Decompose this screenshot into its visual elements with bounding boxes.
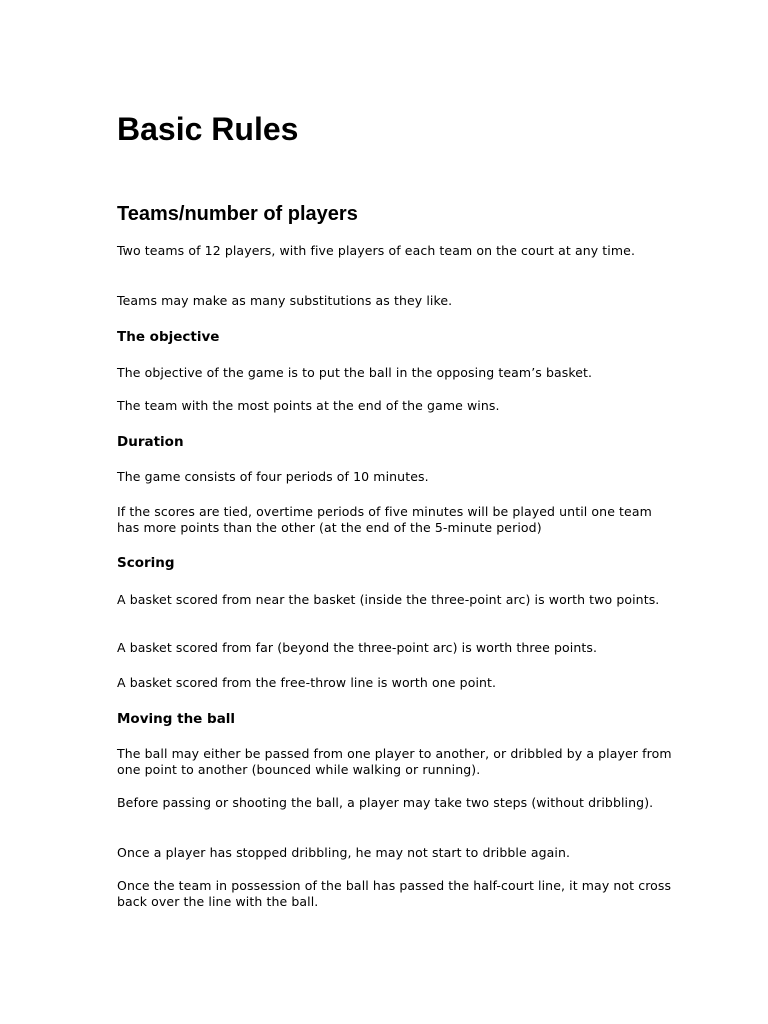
paragraph-objective-1: The objective of the game is to put the ball in the opposing team’s basket. [117, 365, 593, 380]
paragraph-objective-2: The team with the most points at the end of the game wins. [117, 398, 500, 413]
paragraph-moving-2: Before passing or shooting the ball, a player may take two steps (without dribbling). [117, 795, 654, 810]
section-heading-teams: Teams/number of players [117, 203, 358, 225]
paragraph-moving-1: The ball may either be passed from one player to another, or dribbled by a player from one point to another (bounced while walking or running). [117, 746, 672, 777]
paragraph-scoring-1: A basket scored from near the basket (inside the three-point arc) is worth two points. [117, 592, 660, 607]
paragraph-moving-3: Once a player has stopped dribbling, he may not start to dribble again. [117, 845, 571, 860]
paragraph-scoring-3: A basket scored from the free-throw line is worth one point. [117, 675, 497, 690]
section-heading-objective: The objective [117, 329, 220, 345]
section-heading-moving-the-ball: Moving the ball [117, 711, 236, 727]
section-heading-duration: Duration [117, 434, 184, 450]
page-title: Basic Rules [117, 111, 299, 147]
paragraph-duration-2: If the scores are tied, overtime periods of five minutes will be played until one team has more points than the other (at the end of the 5-minute period) [117, 504, 652, 535]
paragraph-teams-1: Two teams of 12 players, with five players of each team on the court at any time. [117, 243, 636, 258]
section-heading-scoring: Scoring [117, 555, 175, 571]
paragraph-scoring-2: A basket scored from far (beyond the three-point arc) is worth three points. [117, 640, 598, 655]
paragraph-moving-4: Once the team in possession of the ball has passed the half-court line, it may not cross back over the line with the ball. [117, 878, 672, 909]
paragraph-duration-1: The game consists of four periods of 10 minutes. [117, 469, 429, 484]
paragraph-teams-2: Teams may make as many substitutions as they like. [117, 293, 453, 308]
